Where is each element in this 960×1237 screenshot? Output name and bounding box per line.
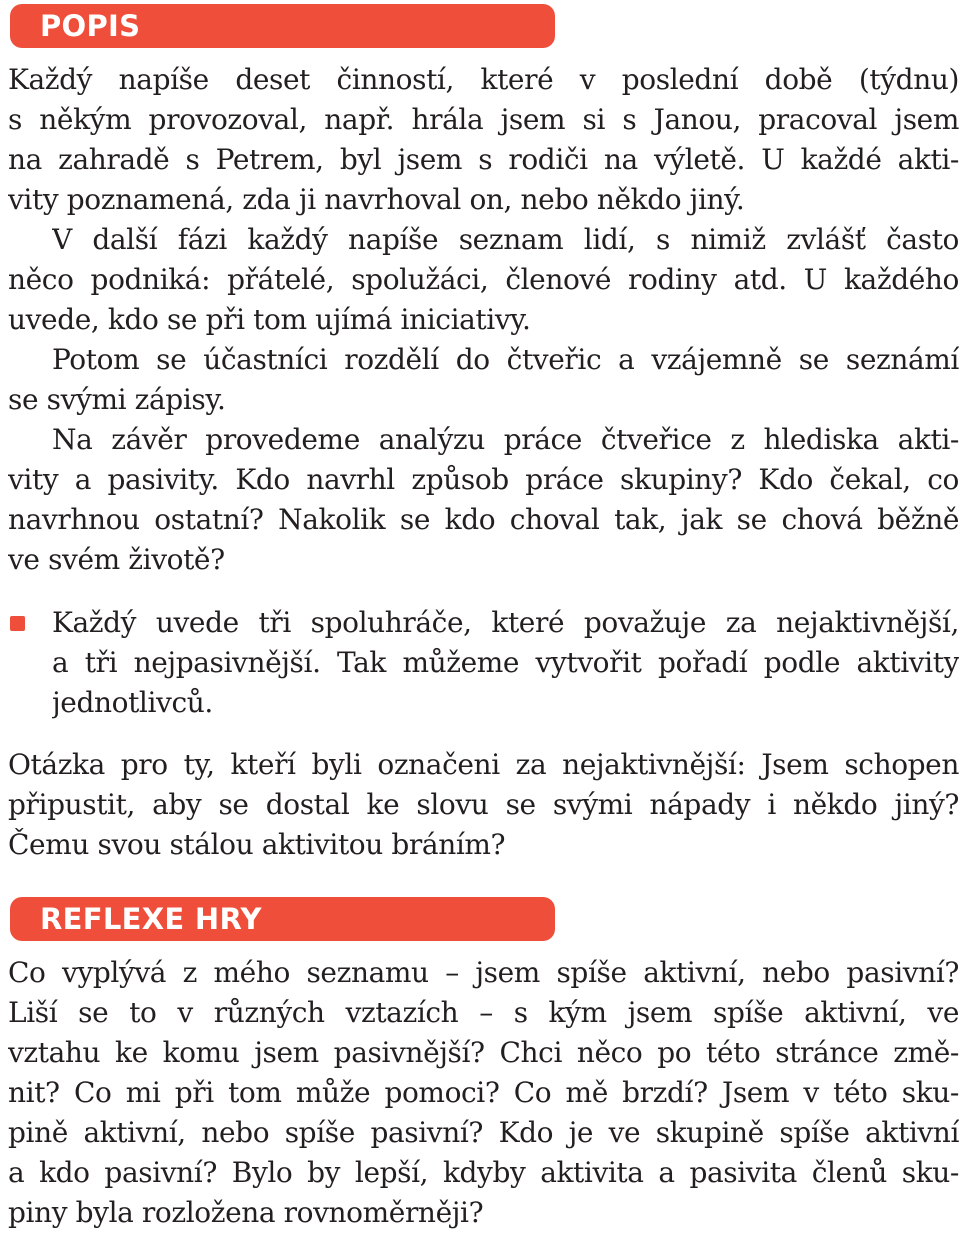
section-header-reflexe — [10, 897, 555, 941]
reflexe-line: Liší se to v různých vztazích – s kým jsem spíše aktivní, ve — [8, 996, 959, 1029]
paragraph-line: něco podniká: přátelé, spolužáci, členové rodiny atd. U každého — [8, 263, 959, 296]
paragraph-line: se svými zápisy. — [8, 383, 226, 416]
reflexe-line: piny byla rozložena rovnoměrněji? — [8, 1196, 484, 1229]
section-title-reflexe: REFLEXE HRY — [40, 902, 262, 936]
paragraph-line: Potom se účastníci rozdělí do čtveřic a vzájemně se seznámí — [52, 343, 959, 376]
bullet-line: a tři nejpasivnější. Tak můžeme vytvořit pořadí podle aktivity — [52, 646, 959, 679]
reflexe-line: nit? Co mi při tom může pomoci? Co mě brzdí? Jsem v této sku- — [8, 1076, 959, 1109]
paragraph-line: vity a pasivity. Kdo navrhl způsob práce skupiny? Kdo čekal, co — [8, 463, 959, 496]
reflexe-line: Co vyplývá z mého seznamu – jsem spíše aktivní, nebo pasivní? — [8, 956, 959, 989]
paragraph-line: na zahradě s Petrem, byl jsem s rodiči na výletě. U každé akti- — [8, 143, 959, 176]
reflexe-line: pině aktivní, nebo spíše pasivní? Kdo je ve skupině spíše aktivní — [8, 1116, 959, 1149]
question-line: Otázka pro ty, kteří byli označeni za nejaktivnější: Jsem schopen — [8, 748, 959, 781]
section-title-popis: POPIS — [40, 9, 141, 43]
paragraph-line: s někým provozoval, např. hrála jsem si s Janou, pracoval jsem — [8, 103, 959, 136]
bullet-square-icon — [10, 616, 25, 631]
bullet-line: Každý uvede tři spoluhráče, které považuje za nejaktivnější, — [52, 606, 959, 639]
reflexe-line: vztahu ke komu jsem pasivnější? Chci něco po této stránce změ- — [8, 1036, 959, 1069]
paragraph-line: vity poznamená, zda ji navrhoval on, nebo někdo jiný. — [8, 183, 745, 216]
paragraph-line: navrhnou ostatní? Nakolik se kdo choval tak, jak se chová běžně — [8, 503, 959, 536]
section-header-popis — [10, 4, 555, 48]
question-line: připustit, aby se dostal ke slovu se svými nápady i někdo jiný? — [8, 788, 959, 821]
paragraph-line: V další fázi každý napíše seznam lidí, s nimiž zvlášť často — [52, 223, 959, 256]
paragraph-line: ve svém životě? — [8, 543, 225, 576]
bullet-line: jednotlivců. — [52, 686, 213, 719]
paragraph-line: Každý napíše deset činností, které v poslední době (týdnu) — [8, 63, 959, 96]
question-line: Čemu svou stálou aktivitou bráním? — [8, 828, 506, 861]
paragraph-line: uvede, kdo se při tom ujímá iniciativy. — [8, 303, 531, 336]
reflexe-line: a kdo pasivní? Bylo by lepší, kdyby aktivita a pasivita členů sku- — [8, 1156, 959, 1189]
paragraph-line: Na závěr provedeme analýzu práce čtveřice z hlediska akti- — [52, 423, 959, 456]
